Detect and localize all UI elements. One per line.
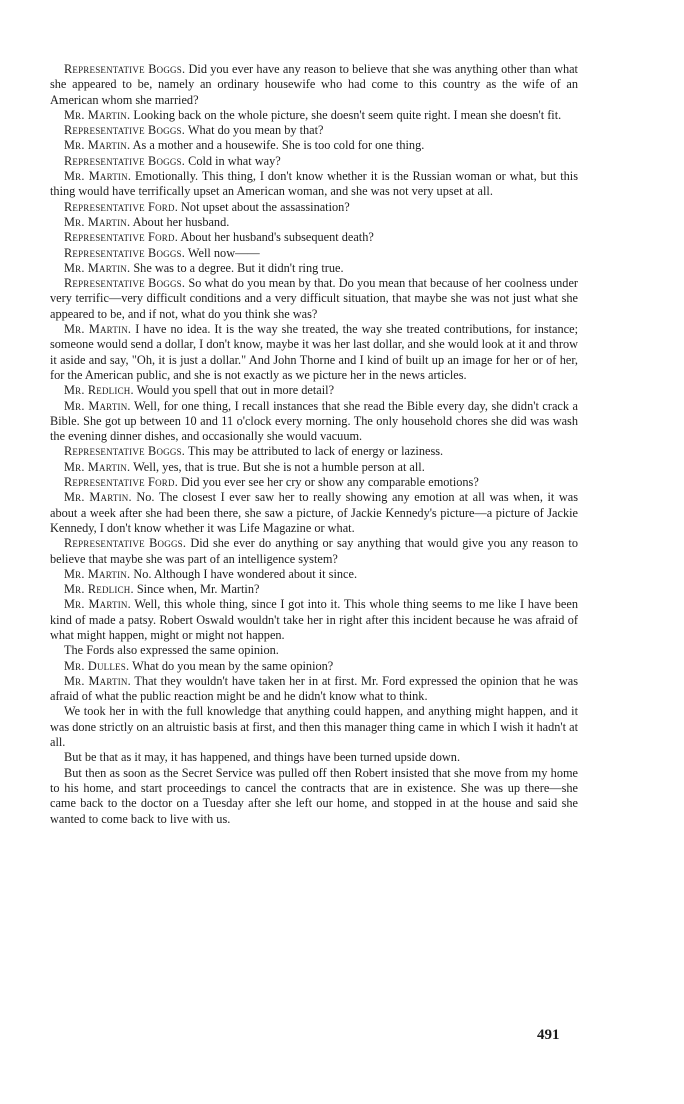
paragraph-text: Well, yes, that is true. But she is not a humble person at all. bbox=[133, 459, 425, 474]
paragraph-text: Did you ever see her cry or show any comparable emotions? bbox=[181, 475, 479, 490]
paragraph-text: The Fords also expressed the same opinion. bbox=[64, 643, 279, 658]
speaker-name: Mr. Martin. bbox=[64, 322, 132, 337]
paragraph-text: About her husband's subsequent death? bbox=[180, 230, 374, 245]
paragraph-text: Emotionally. This thing, I don't know whether it is the Russian woman or what, but this thing would have terrifically upset an American woman, and she was not very upset at all. bbox=[50, 169, 579, 199]
paragraph-text: No. Although I have wondered about it since. bbox=[133, 566, 358, 581]
paragraph-text: This may be attributed to lack of energy or laziness. bbox=[187, 444, 444, 459]
transcript-paragraph bbox=[50, 567, 578, 582]
transcript-paragraph bbox=[50, 200, 578, 215]
speaker-name: Representative Boggs. bbox=[64, 123, 186, 138]
speaker-name: Mr. Martin. bbox=[64, 459, 131, 474]
paragraph-text: She was to a degree. But it didn't ring true. bbox=[133, 260, 344, 275]
transcript-paragraph bbox=[50, 230, 578, 245]
transcript-paragraph bbox=[50, 138, 578, 153]
transcript-paragraph bbox=[50, 246, 578, 261]
speaker-name: Representative Boggs. bbox=[64, 536, 187, 551]
speaker-name: Mr. Martin. bbox=[64, 169, 132, 184]
paragraph-text: But be that as it may, it has happened, and things have been turned upside down. bbox=[64, 750, 461, 765]
transcript-paragraph bbox=[50, 643, 578, 658]
transcript-paragraph bbox=[50, 322, 578, 383]
speaker-name: Mr. Martin. bbox=[64, 597, 131, 612]
transcript-paragraph bbox=[50, 276, 578, 322]
transcript-paragraph bbox=[50, 582, 578, 597]
paragraph-text: So what do you mean by that. Do you mean that because of her coolness under very terrific—very difficult conditions and a very difficult situation, that maybe she was not just what she appeared to be, and if not, what do you think she was? bbox=[50, 276, 579, 321]
paragraph-text: Would you spell that out in more detail? bbox=[136, 383, 335, 398]
paragraph-text: But then as soon as the Secret Service was pulled off then Robert insisted that she move from my home to his home, and start proceedings to cancel the contracts that are in existence. She was up there—she came back to the doctor on a Tuesday after she left our home, and stopped in at the house and said she wanted to come back to live with us. bbox=[50, 765, 578, 826]
speaker-name: Representative Ford. bbox=[64, 475, 178, 490]
transcript-paragraph bbox=[50, 154, 578, 169]
transcript-paragraph bbox=[50, 444, 578, 459]
speaker-name: Representative Boggs. bbox=[64, 153, 186, 168]
paragraph-text: I have no idea. It is the way she treated, the way she treated contributions, for instance; someone would send a dollar, I don't know, maybe it was her last dollar, and she would look at it and throw it aside and say, "Oh, it is just a dollar." And John Thorne and I kind of built up an image for her or of her, for the American public, and she is not exactly as we picture her in the news articles. bbox=[50, 322, 578, 382]
speaker-name: Mr. Martin. bbox=[64, 566, 131, 581]
paragraph-text: Well, for one thing, I recall instances that she read the Bible every day, she didn't crack a Bible. She got up between 10 and 11 o'clock every morning. The only household chores she did was wash the evening dinner dishes, and occasionally she would vacuum. bbox=[50, 398, 579, 444]
transcript-paragraph bbox=[50, 215, 578, 230]
speaker-name: Representative Boggs. bbox=[64, 444, 186, 459]
speaker-name: Representative Boggs. bbox=[64, 245, 186, 260]
transcript-paragraph bbox=[50, 399, 578, 445]
paragraph-text: Well now—— bbox=[187, 245, 260, 260]
transcript-paragraph bbox=[50, 123, 578, 138]
paragraph-text: Not upset about the assassination? bbox=[181, 199, 350, 214]
transcript-page bbox=[50, 62, 578, 827]
speaker-name: Mr. Martin. bbox=[64, 490, 132, 505]
paragraph-text: Cold in what way? bbox=[188, 153, 281, 168]
speaker-name: Mr. Martin. bbox=[64, 260, 131, 275]
paragraph-text: Did she ever do anything or say anything that would give you any reason to believe that maybe she was part of an intelligence system? bbox=[50, 536, 578, 566]
transcript-paragraph bbox=[50, 261, 578, 276]
transcript-paragraph bbox=[50, 169, 578, 200]
speaker-name: Mr. Martin. bbox=[64, 138, 131, 153]
paragraph-text: Did you ever have any reason to believe that she was anything other than what she appeared to be, namely an ordinary housewife who had come to this country as the wife of an American whom she married? bbox=[50, 62, 578, 107]
speaker-name: Mr. Martin. bbox=[64, 214, 131, 229]
paragraph-text: As a mother and a housewife. She is too cold for one thing. bbox=[132, 138, 425, 153]
paragraph-text: That they wouldn't have taken her in at first. Mr. Ford expressed the opinion that he was afraid of what the public reaction might be and he didn't know what to think. bbox=[50, 673, 578, 704]
paragraph-text: We took her in with the full knowledge that anything could happen, and anything might happen, and it was done strictly on an altruistic basis at first, and then this manager thing came in which I wish it hadn't at all. bbox=[50, 704, 578, 750]
transcript-paragraph bbox=[50, 597, 578, 643]
paragraph-text: Looking back on the whole picture, she doesn't seem quite right. I mean she doesn't fit. bbox=[133, 107, 562, 122]
paragraph-text: What do you mean by the same opinion? bbox=[132, 658, 334, 673]
speaker-name: Mr. Redlich. bbox=[64, 582, 134, 597]
speaker-name: Mr. Martin. bbox=[64, 673, 131, 688]
paragraph-text: Since when, Mr. Martin? bbox=[136, 582, 260, 597]
transcript-paragraph bbox=[50, 766, 578, 827]
transcript-paragraph bbox=[50, 536, 578, 567]
paragraph-text: What do you mean by that? bbox=[187, 123, 324, 138]
transcript-paragraph bbox=[50, 460, 578, 475]
paragraph-text: Well, this whole thing, since I got into it. This whole thing seems to me like I have been kind of made a patsy. Robert Oswald wouldn't take her in right after this incident because he was afraid of what might happen, might or might not happen. bbox=[50, 597, 578, 642]
speaker-name: Mr. Martin. bbox=[64, 398, 131, 413]
transcript-paragraph bbox=[50, 383, 578, 398]
page-number: 491 bbox=[537, 1027, 560, 1043]
speaker-name: Representative Ford. bbox=[64, 230, 178, 245]
transcript-paragraph bbox=[50, 108, 578, 123]
transcript-paragraph bbox=[50, 659, 578, 674]
transcript-paragraph bbox=[50, 750, 578, 765]
transcript-paragraph bbox=[50, 490, 578, 536]
transcript-paragraph bbox=[50, 704, 578, 750]
speaker-name: Representative Ford. bbox=[64, 199, 178, 214]
speaker-name: Representative Boggs. bbox=[64, 62, 186, 76]
speaker-name: Mr. Dulles. bbox=[64, 658, 130, 673]
speaker-name: Mr. Redlich. bbox=[64, 383, 134, 398]
paragraph-text: No. The closest I ever saw her to really showing any emotion at all was when, it was about a week after she had been there, she saw a picture, of Jackie Kennedy's picture—a picture of Jackie Kennedy, I don't know whether it was Life Magazine or what. bbox=[50, 490, 579, 535]
paragraph-text: About her husband. bbox=[132, 214, 230, 229]
speaker-name: Representative Boggs. bbox=[64, 276, 186, 291]
transcript-paragraph bbox=[50, 475, 578, 490]
transcript-paragraph bbox=[50, 62, 578, 108]
transcript-paragraph bbox=[50, 674, 578, 705]
speaker-name: Mr. Martin. bbox=[64, 107, 131, 122]
